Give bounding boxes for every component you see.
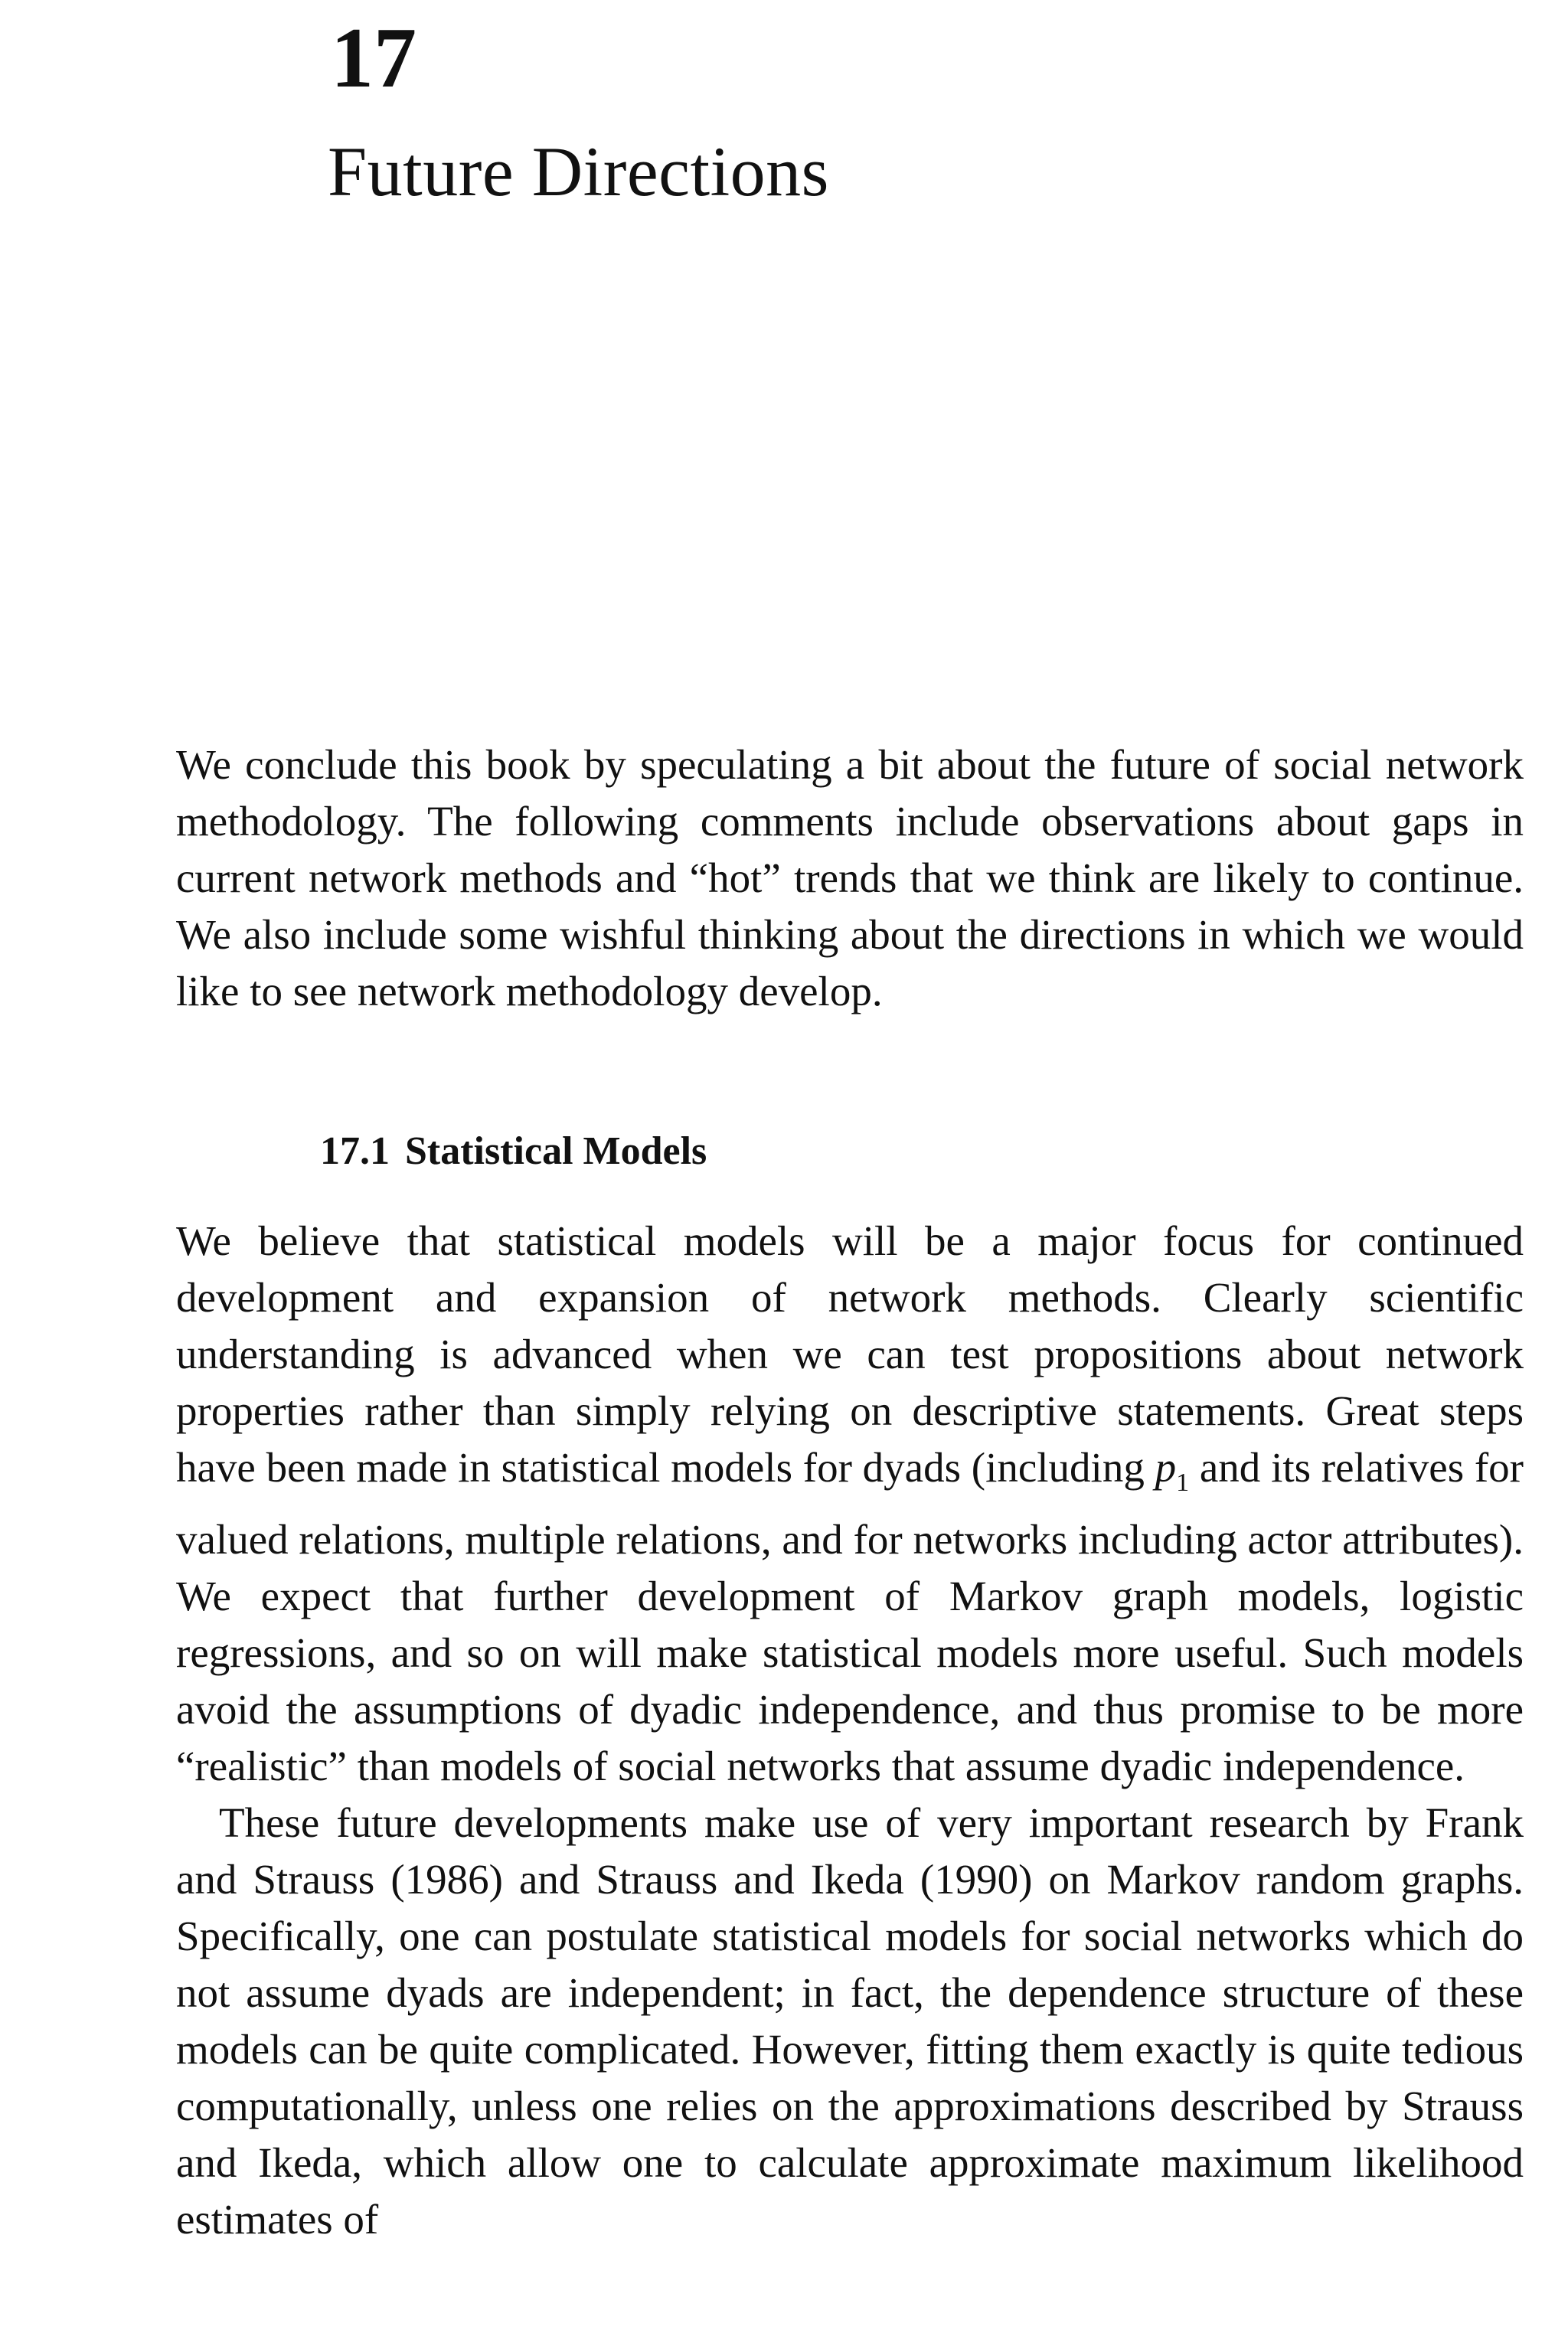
p1-symbol <box>1155 1444 1190 1497</box>
body-paragraph-1-part-a: We believe that statistical models will be a major focus for continued development and expansion of network methods. Clearly scientific understanding is advanced when we can test propositions about network properties rather than simply relying on descriptive statements. Great steps have been made in statistical models for dyads (including <box>176 1217 1524 1491</box>
p1-symbol-subscript: 1 <box>1176 1469 1190 1497</box>
body-paragraph-1 <box>176 1213 1524 1795</box>
body-paragraph-2: These future developments make use of very important research by Frank and Strauss (1986) and Strauss and Ikeda (1990) on Markov random graphs. Specifically, one can postulate statistical models for social networks which do not assume dyads are independent; in fact, the dependence structure of these models can be quite complicated. However, fitting them exactly is quite tedious computationally, unless one relies on the approximations described by Strauss and Ikeda, which allow one to calculate approximate maximum likelihood estimates of <box>176 1799 1524 2243</box>
section-heading <box>320 1129 707 1173</box>
chapter-title: Future Directions <box>328 132 829 211</box>
p1-symbol-letter: p <box>1155 1444 1177 1491</box>
section-body <box>176 1213 1524 2248</box>
chapter-number: 17 <box>331 11 416 106</box>
section-number: 17.1 <box>320 1129 390 1173</box>
chapter-intro-paragraph: We conclude this book by speculating a bit about the future of social network methodology. The following comments include observations about gaps in current network methods and “hot” trends that we think are likely to continue. We also include some wishful thinking about the directions in which we would like to see network methodology develop. <box>176 741 1524 1014</box>
body-paragraph-1-part-b: and its relatives for valued relations, multiple relations, and for networks including actor attributes). We expect that further development of Markov graph models, logistic regressions, and so on will make statistical models more useful. Such models avoid the assumptions of dyadic independence, and thus promise to be more “realistic” than models of social networks that assume dyadic independence. <box>176 1444 1524 1789</box>
section-title: Statistical Models <box>405 1129 707 1173</box>
